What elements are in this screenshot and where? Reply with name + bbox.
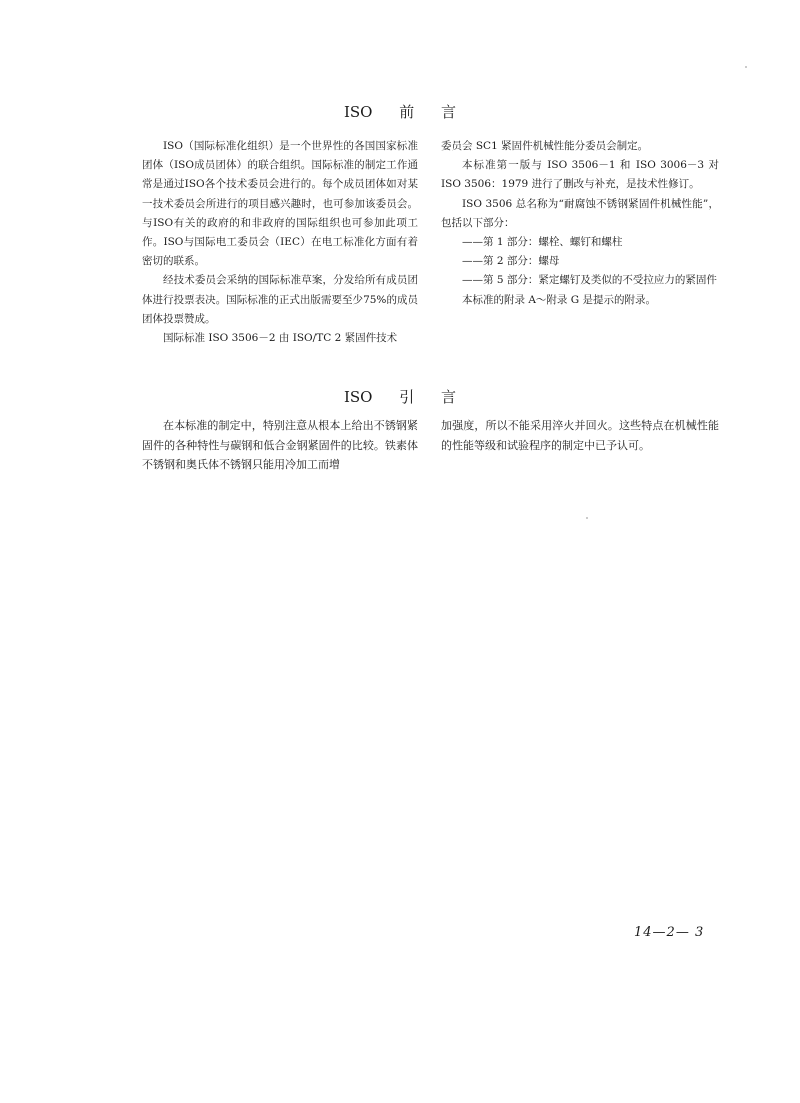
introduction-heading-char2: 言	[441, 388, 457, 406]
foreword-heading-iso: ISO	[343, 103, 373, 121]
foreword-paragraph: 本标准的附录 A～附录 G 是提示的附录。	[462, 293, 656, 306]
foreword-paragraph: 委员会 SC1 紧固件机械性能分委员会制定。	[441, 140, 649, 152]
introduction-left-column	[142, 416, 418, 475]
foreword-right-column	[441, 137, 719, 310]
foreword-heading	[0, 101, 800, 122]
part-list-item: ——第 2 部分：螺母	[462, 255, 560, 268]
foreword-left-column	[142, 137, 418, 348]
scan-speck	[586, 517, 588, 519]
scan-speck	[745, 66, 747, 68]
part-list-item: ——第 5 部分：紧定螺钉及类似的不受拉应力的紧固件	[462, 274, 717, 287]
foreword-heading-char1: 前	[399, 103, 415, 121]
foreword-heading-char2: 言	[441, 103, 457, 121]
introduction-paragraph: 加强度，所以不能采用淬火并回火。这些特点在机械性能的性能等级和试验程序的制定中已予认可。	[441, 419, 719, 452]
foreword-paragraph: ISO 3506 总名称为“耐腐蚀不锈钢紧固件机械性能”，包括以下部分：	[441, 197, 719, 229]
introduction-heading-char1: 引	[399, 388, 415, 406]
page-number: 14—2— 3	[634, 925, 705, 940]
introduction-paragraph: 在本标准的制定中，特别注意从根本上给出不锈钢紧固件的各种特性与碳钢和低合金钢紧固件的比较。铁素体不锈钢和奥氏体不锈钢只能用冷加工而增	[142, 419, 418, 471]
foreword-paragraph: 国际标准 ISO 3506－2 由 ISO/TC 2 紧固件技术	[163, 332, 398, 345]
part-list-item: ——第 1 部分：螺栓、螺钉和螺柱	[462, 236, 623, 249]
foreword-paragraph: 本标准第一版与 ISO 3506－1 和 ISO 3006－3 对 ISO 3506：1979 进行了删改与补充，是技术性修订。	[441, 159, 719, 191]
introduction-heading	[0, 386, 800, 407]
introduction-right-column	[441, 416, 719, 455]
introduction-heading-iso: ISO	[343, 388, 373, 406]
foreword-paragraph: ISO（国际标准化组织）是一个世界性的各国国家标准团体（ISO成员团体）的联合组织。国际标准的制定工作通常是通过ISO各个技术委员会进行的。每个成员团体如对某一技术委员会所进行的项目感兴趣时，也可参加该委员会。与ISO有关的政府的和非政府的国际组织也可参加此项工作。ISO与国际电工委员会（IEC）在电工标准化方面有着密切的联系。	[142, 140, 418, 268]
foreword-paragraph: 经技术委员会采纳的国际标准草案，分发给所有成员团体进行投票表决。国际标准的正式出版需要至少75%的成员团体投票赞成。	[142, 274, 418, 325]
